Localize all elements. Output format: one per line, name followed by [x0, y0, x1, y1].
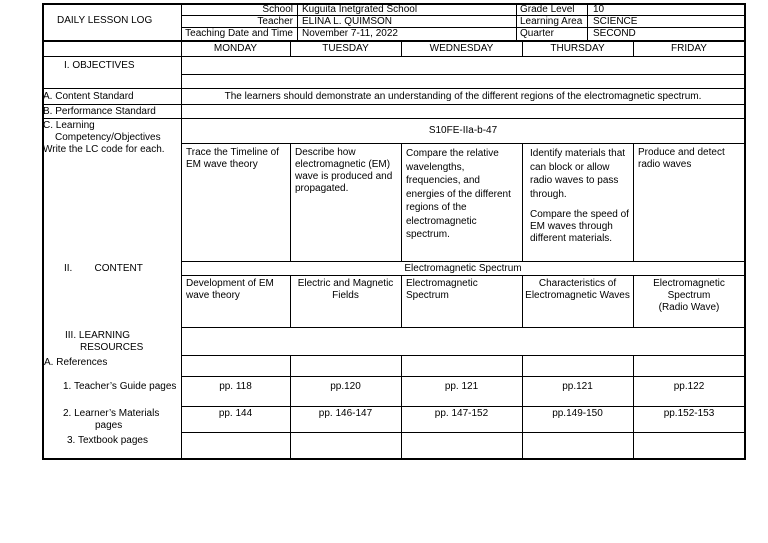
content-tuesday: Electric and Magnetic Fields: [297, 278, 394, 301]
teachers-guide-label: 1. Teacher’s Guide pages: [63, 381, 177, 392]
col-line: [633, 143, 634, 261]
row-line: [181, 261, 745, 262]
teachers-guide-thursday: pp.121: [562, 381, 593, 392]
row-line: [181, 355, 745, 356]
col-line: [290, 143, 291, 261]
learners-materials-monday: pp. 144: [218, 408, 253, 419]
row-line: [42, 88, 745, 89]
date-label: Teaching Date and Time: [185, 28, 293, 39]
row-line: [181, 406, 745, 407]
col-line: [522, 355, 523, 458]
content-standard-label: A. Content Standard: [43, 91, 134, 102]
day-header-monday: MONDAY: [213, 43, 258, 54]
content-thursday: Characteristics of Electromagnetic Waves: [525, 278, 630, 301]
teachers-guide-monday: pp. 118: [219, 381, 252, 392]
performance-standard-label: B. Performance Standard: [43, 106, 156, 117]
content-standard-text: The learners should demonstrate an understanding of the different regions of the electromagnetic spectrum.: [224, 91, 702, 102]
day-header-wednesday: WEDNESDAY: [429, 43, 494, 54]
objective-thursday: Compare the speed of EM waves through different materials.: [530, 209, 629, 244]
quarter-value: SECOND: [593, 28, 636, 39]
textbook-label: 3. Textbook pages: [67, 435, 148, 446]
table-top-border: [42, 40, 746, 42]
header-divider: [516, 3, 517, 40]
col-line: [522, 143, 523, 261]
learners-materials-wednesday: pp. 147-152: [434, 408, 489, 419]
objectives-label: I. OBJECTIVES: [64, 60, 135, 71]
learners-materials-tuesday: pp. 146-147: [318, 408, 373, 419]
col-line: [401, 275, 402, 327]
content-monday: Development of EM wave theory: [186, 278, 274, 301]
grade-label: Grade Level: [520, 4, 575, 15]
content-friday: Electromagnetic Spectrum (Radio Wave): [653, 278, 725, 313]
quarter-label: Quarter: [520, 28, 554, 39]
school-value: Kuguita Inetgrated School: [302, 4, 418, 15]
learners-materials-label: pages: [95, 420, 123, 431]
row-line: [181, 432, 745, 433]
area-label: Learning Area: [520, 16, 583, 27]
table-left-border: [42, 40, 44, 460]
header-left-border: [42, 3, 44, 40]
day-header-friday: FRIDAY: [671, 43, 707, 54]
learners-materials-label: 2. Learner’s Materials: [63, 408, 160, 419]
objective-friday: Produce and detect radio waves: [638, 147, 725, 170]
col-line: [290, 355, 291, 458]
objective-tuesday: Describe how electromagnetic (EM) wave is produced and propagated.: [295, 147, 393, 194]
header-right-border: [744, 3, 746, 40]
teacher-label: Teacher: [257, 16, 293, 27]
content-topic: Electromagnetic Spectrum: [404, 263, 522, 274]
lc-code: S10FE-IIa-b-47: [428, 125, 498, 136]
header-divider: [297, 3, 298, 40]
header-divider: [181, 3, 182, 40]
objective-wednesday: Compare the relative wavelengths, frequencies, and energies of the different regions of the electromagnetic spectrum.: [406, 148, 511, 240]
col-line: [401, 143, 402, 261]
row-line: [181, 74, 745, 75]
header-divider: [587, 3, 588, 40]
row-line: [42, 56, 745, 57]
col-line: [633, 275, 634, 327]
objective-thursday: Identify materials that can block or allow radio waves to pass through.: [530, 148, 626, 200]
row-line: [181, 327, 745, 328]
references-label: A. References: [44, 357, 108, 368]
content-wednesday: Electromagnetic Spectrum: [406, 278, 478, 301]
row-line: [181, 143, 745, 144]
table-right-border: [744, 40, 746, 460]
teachers-guide-wednesday: pp. 121: [444, 381, 479, 392]
school-label: School: [262, 4, 293, 15]
competency-label: Competency/Objectives: [55, 132, 161, 143]
day-header-tuesday: TUESDAY: [322, 43, 369, 54]
row-line: [42, 104, 745, 105]
resources-label: RESOURCES: [80, 342, 144, 353]
col-line: [633, 355, 634, 458]
competency-label: C. Learning: [43, 120, 95, 131]
row-line: [181, 275, 745, 276]
area-value: SCIENCE: [593, 16, 638, 27]
teacher-value: ELINA L. QUIMSON: [302, 16, 393, 27]
date-value: November 7-11, 2022: [302, 28, 398, 39]
row-line: [181, 376, 745, 377]
competency-label: Write the LC code for each.: [43, 144, 165, 155]
content-label: II. CONTENT: [64, 263, 143, 274]
teachers-guide-tuesday: pp.120: [330, 381, 361, 392]
col-line: [401, 355, 402, 458]
grade-value: 10: [593, 4, 605, 15]
objective-monday: Trace the Timeline of EM wave theory: [186, 147, 280, 170]
resources-label: III. LEARNING: [65, 330, 131, 341]
row-line: [42, 118, 745, 119]
learners-materials-thursday: pp.149-150: [552, 408, 603, 419]
table-bottom-border: [42, 458, 746, 460]
page-title: DAILY LESSON LOG: [57, 15, 153, 26]
day-header-thursday: THURSDAY: [550, 43, 605, 54]
teachers-guide-friday: pp.122: [673, 381, 705, 392]
learners-materials-friday: pp.152-153: [663, 408, 715, 419]
